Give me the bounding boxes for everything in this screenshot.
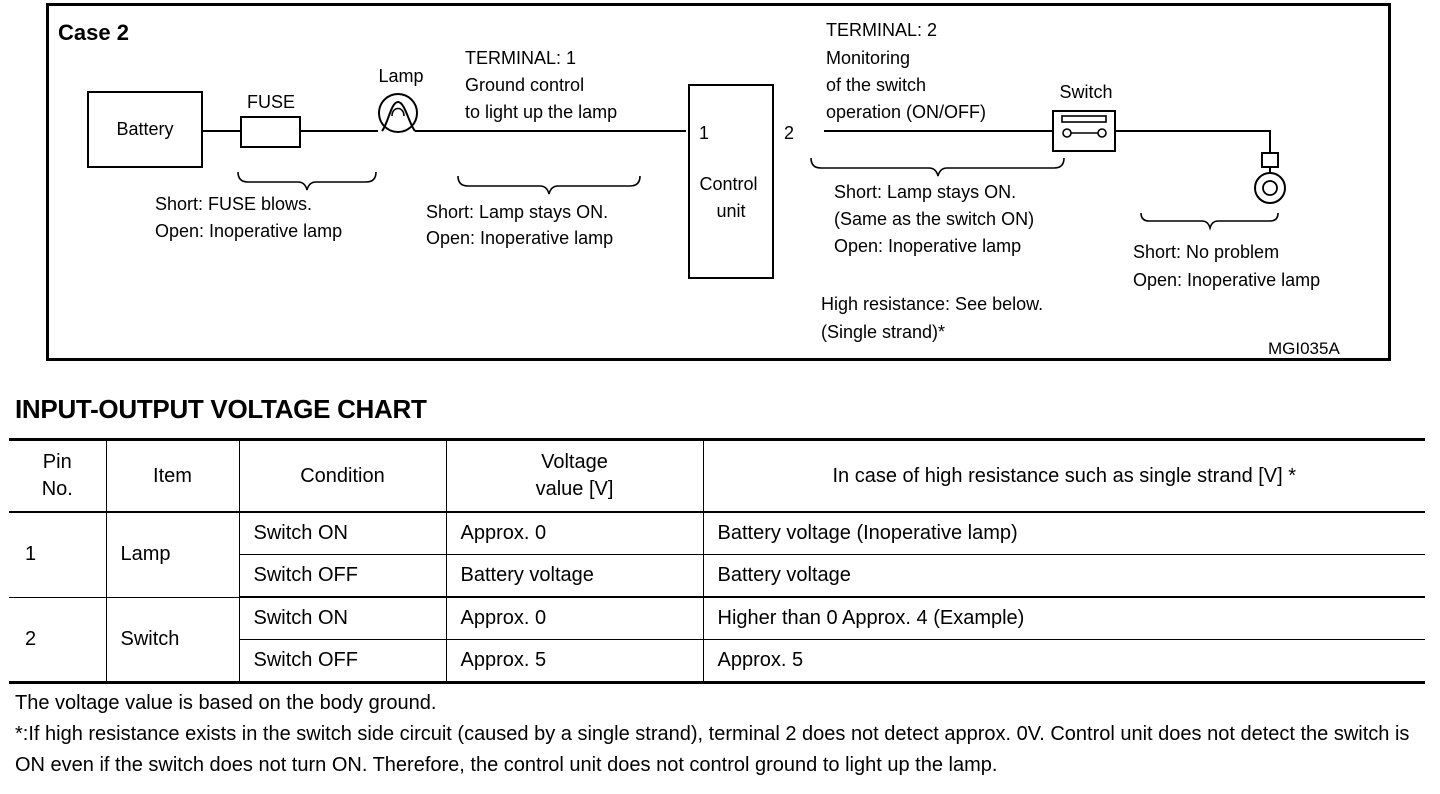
table-header-row [9,440,1425,513]
lamp-label: Lamp [378,66,424,86]
case-label: Case 2 [58,20,129,45]
footnotes [15,688,1435,781]
lamp-icon [379,94,417,132]
ground-fault-text: Short: No problem Open: Inoperative lamp [1133,242,1321,290]
table-row [9,597,1425,640]
footnote-high-resistance: *:If high resistance exists in the switch side circuit (caused by a single strand), terminal 2 does not detect approx. 0V. Control unit does not detect the switch is ON even if the switch does not turn ON. Therefore, the control unit does not control ground to light up the lamp. [15,723,1410,776]
item-cell: Lamp [106,512,239,597]
switch-label: Switch [1059,82,1113,102]
voltage-cell: Approx. 5 [446,640,703,683]
fuse-brace [238,172,376,190]
terminal-2-note: TERMINAL: 2 Monitoring of the switch operation (ON/OFF) [826,20,987,122]
lamp-line-brace [458,176,640,194]
item-cell: Switch [106,597,239,683]
voltage-cell: Approx. 0 [446,597,703,640]
wire-switch-ground [1115,131,1270,153]
pin-cell: 2 [9,597,106,683]
figure-code: MGI035A [1268,339,1340,358]
fuse-label: FUSE [246,92,296,112]
high-resistance-cell: Battery voltage (Inoperative lamp) [703,512,1425,555]
header-high-resistance: In case of high resistance such as single strand [V] * [703,440,1425,513]
condition-cell: Switch OFF [239,555,446,598]
terminal-1-note: TERMINAL: 1 Ground control to light up the lamp [465,48,618,122]
header-pin: Pin No. [9,440,106,513]
high-resistance-cell: Battery voltage [703,555,1425,598]
control-unit-label: Control unit [699,174,758,221]
condition-cell: Switch ON [239,597,446,640]
footnote-ground: The voltage value is based on the body ground. [15,692,437,714]
header-item: Item [106,440,239,513]
switch-line-brace [811,158,1064,176]
fuse-fault-text: Short: FUSE blows. Open: Inoperative lamp [155,194,343,241]
pin-cell: 1 [9,512,106,597]
high-resistance-cell: Higher than 0 Approx. 4 (Example) [703,597,1425,640]
battery-label: Battery [116,119,174,139]
circuit-diagram [49,6,1388,358]
table-row [9,512,1425,555]
terminal-2-label: 2 [783,123,795,143]
ground-brace [1141,213,1278,228]
switch-icon [1053,111,1115,151]
condition-cell: Switch ON [239,512,446,555]
voltage-cell: Battery voltage [446,555,703,598]
fuse-symbol [241,117,300,147]
circuit-diagram-frame [46,3,1391,361]
terminal-1-label: 1 [698,123,710,143]
chart-title: INPUT-OUTPUT VOLTAGE CHART [15,394,427,424]
header-voltage: Voltage value [V] [446,440,703,513]
voltage-chart-table [9,438,1425,684]
switch-line-fault-text: Short: Lamp stays ON. (Same as the switch ON) Open: Inoperative lamp [834,182,1035,256]
lamp-line-fault-text: Short: Lamp stays ON. Open: Inoperative lamp [426,202,614,248]
high-resistance-cell: Approx. 5 [703,640,1425,683]
ground-icon [1255,153,1285,203]
header-condition: Condition [239,440,446,513]
condition-cell: Switch OFF [239,640,446,683]
voltage-cell: Approx. 0 [446,512,703,555]
high-resistance-note: High resistance: See below. (Single strand)* [821,294,1044,342]
